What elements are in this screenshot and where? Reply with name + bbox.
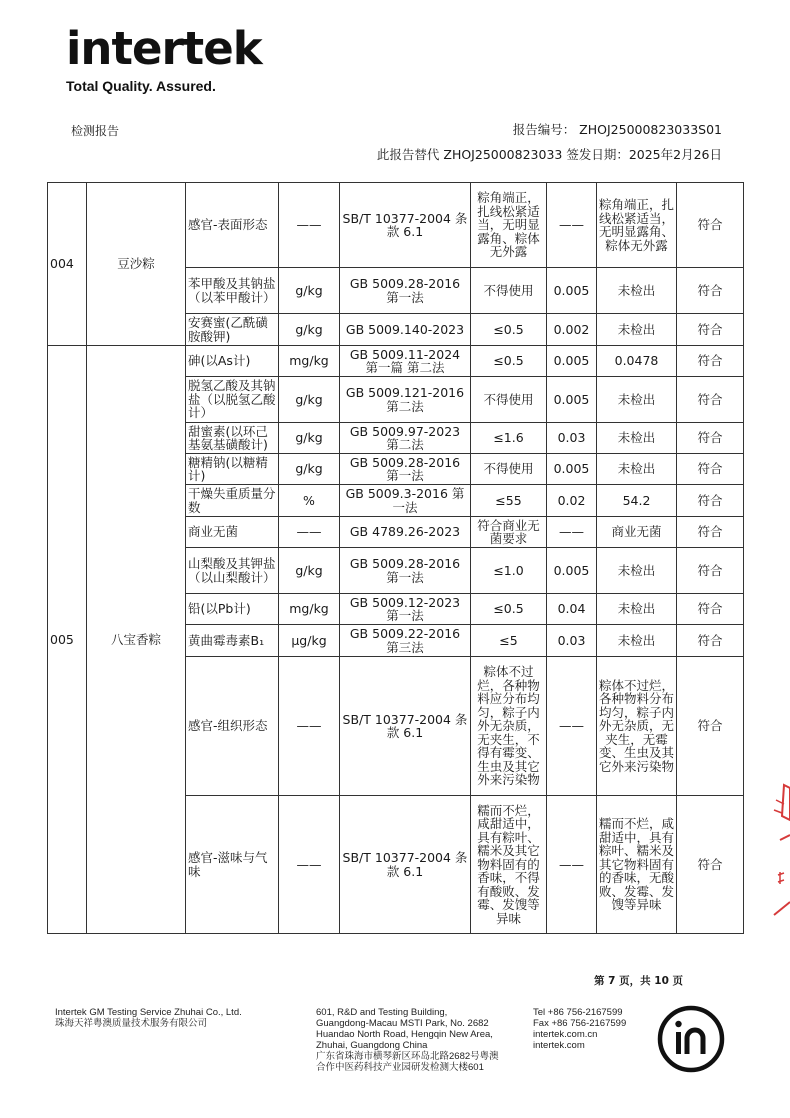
address-line: 合作中医药科技产业园研发检测大楼601: [316, 1062, 484, 1073]
unit: g/kg: [279, 548, 340, 594]
company-name-en: Intertek GM Testing Service Zhuhai Co., Ltd.: [55, 1007, 242, 1018]
contact-tel: Tel +86 756-2167599: [533, 1007, 623, 1018]
unit: mg/kg: [279, 594, 340, 625]
detection-limit: 0.03: [547, 625, 597, 657]
limit: 糯而不烂，咸甜适中，具有粽叶、糯米及其它物料固有的香味，不得有酸败、发霉、发馊等异味: [471, 796, 547, 934]
limit: 不得使用: [471, 268, 547, 314]
verdict: 符合: [677, 657, 744, 796]
limit: 符合商业无菌要求: [471, 517, 547, 548]
test-item: 干燥失重质量分数: [186, 485, 279, 517]
document-type: 检测报告: [71, 124, 120, 138]
table-row: [48, 183, 744, 268]
test-item: 感官-表面形态: [186, 183, 279, 268]
limit: ≤0.5: [471, 346, 547, 377]
unit: g/kg: [279, 314, 340, 346]
test-item: 砷(以As计): [186, 346, 279, 377]
limit: ≤55: [471, 485, 547, 517]
method: GB 5009.97-2023 第二法: [340, 423, 471, 454]
verdict: 符合: [677, 423, 744, 454]
limit: ≤1.6: [471, 423, 547, 454]
result: 商业无菌: [597, 517, 677, 548]
method: SB/T 10377-2004 条款 6.1: [340, 657, 471, 796]
limit: 粽体不过烂，各种物料应分布均匀，粽子内外无杂质，无夹生，不得有霉变、生虫及其它外来污染物: [471, 657, 547, 796]
test-item: 黄曲霉毒素B₁: [186, 625, 279, 657]
limit: ≤5: [471, 625, 547, 657]
sample-name: 八宝香粽: [87, 346, 186, 934]
test-item: 糖精钠(以糖精计): [186, 454, 279, 485]
result: 0.0478: [597, 346, 677, 377]
verdict: 符合: [677, 485, 744, 517]
method: GB 5009.28-2016 第一法: [340, 454, 471, 485]
unit: ——: [279, 183, 340, 268]
address-line: 广东省珠海市横琴新区环岛北路2682号粤澳: [316, 1051, 499, 1062]
verdict: 符合: [677, 377, 744, 423]
method: SB/T 10377-2004 条款 6.1: [340, 796, 471, 934]
test-item: 安赛蜜(乙酰磺胺酸钾): [186, 314, 279, 346]
contact-website: intertek.com: [533, 1040, 585, 1051]
verdict: 符合: [677, 517, 744, 548]
test-item: 铅(以Pb计): [186, 594, 279, 625]
result: 未检出: [597, 423, 677, 454]
verdict: 符合: [677, 796, 744, 934]
unit: g/kg: [279, 454, 340, 485]
unit: ——: [279, 517, 340, 548]
address-line: Zhuhai, Guangdong China: [316, 1040, 428, 1051]
method: SB/T 10377-2004 条款 6.1: [340, 183, 471, 268]
detection-limit: ——: [547, 796, 597, 934]
detection-limit: 0.005: [547, 377, 597, 423]
test-item: 山梨酸及其钾盐（以山梨酸计）: [186, 548, 279, 594]
verdict: 符合: [677, 314, 744, 346]
result: 未检出: [597, 377, 677, 423]
address-line: Guangdong-Macau MSTI Park, No. 2682: [316, 1018, 489, 1029]
limit: ≤0.5: [471, 314, 547, 346]
footer-company: [55, 1007, 305, 1029]
method: GB 5009.28-2016 第一法: [340, 548, 471, 594]
detection-limit: 0.03: [547, 423, 597, 454]
method: GB 5009.22-2016 第三法: [340, 625, 471, 657]
result: 粽角端正，扎线松紧适当，无明显露角、粽体无外露: [597, 183, 677, 268]
unit: μg/kg: [279, 625, 340, 657]
method: GB 5009.12-2023 第一法: [340, 594, 471, 625]
method: GB 5009.11-2024 第一篇 第二法: [340, 346, 471, 377]
detection-limit: ——: [547, 657, 597, 796]
verdict: 符合: [677, 548, 744, 594]
result: 未检出: [597, 314, 677, 346]
unit: %: [279, 485, 340, 517]
test-item: 感官-组织形态: [186, 657, 279, 796]
verdict: 符合: [677, 454, 744, 485]
results-table: [47, 182, 744, 934]
result: 未检出: [597, 625, 677, 657]
test-item: 甜蜜素(以环己基氨基磺酸计): [186, 423, 279, 454]
logo-wordmark: intertek: [66, 22, 262, 75]
address-line: 601, R&D and Testing Building,: [316, 1007, 448, 1018]
result: 未检出: [597, 454, 677, 485]
result: 未检出: [597, 548, 677, 594]
result: 粽体不过烂，各种物料分布均匀，粽子内外无杂质，无夹生，无霉变、生虫及其它外来污染物: [597, 657, 677, 796]
unit: g/kg: [279, 423, 340, 454]
contact-fax: Fax +86 756-2167599: [533, 1018, 627, 1029]
footer-contact: [533, 1007, 663, 1051]
intertek-badge-icon: [656, 1004, 726, 1074]
detection-limit: 0.04: [547, 594, 597, 625]
contact-website-cn: intertek.com.cn: [533, 1029, 598, 1040]
red-seal-stamp-icon: [770, 780, 790, 930]
verdict: 符合: [677, 625, 744, 657]
method: GB 5009.121-2016 第二法: [340, 377, 471, 423]
verdict: 符合: [677, 183, 744, 268]
unit: ——: [279, 657, 340, 796]
result: 未检出: [597, 594, 677, 625]
verdict: 符合: [677, 346, 744, 377]
detection-limit: ——: [547, 183, 597, 268]
test-item: 脱氢乙酸及其钠盐（以脱氢乙酸计）: [186, 377, 279, 423]
table-row: [48, 346, 744, 377]
test-item: 商业无菌: [186, 517, 279, 548]
limit: ≤0.5: [471, 594, 547, 625]
detection-limit: 0.02: [547, 485, 597, 517]
sample-no: 005: [48, 346, 87, 934]
test-item: 苯甲酸及其钠盐（以苯甲酸计）: [186, 268, 279, 314]
detection-limit: ——: [547, 517, 597, 548]
unit: ——: [279, 796, 340, 934]
limit: ≤1.0: [471, 548, 547, 594]
verdict: 符合: [677, 268, 744, 314]
detection-limit: 0.005: [547, 268, 597, 314]
method: GB 5009.140-2023: [340, 314, 471, 346]
address-line: Huandao North Road, Hengqin New Area,: [316, 1029, 493, 1040]
method: GB 4789.26-2023: [340, 517, 471, 548]
test-item: 感官-滋味与气味: [186, 796, 279, 934]
logo-tagline: Total Quality. Assured.: [66, 78, 216, 94]
detection-limit: 0.002: [547, 314, 597, 346]
limit: 不得使用: [471, 377, 547, 423]
unit: g/kg: [279, 377, 340, 423]
company-name-cn: 珠海天祥粤澳质量技术服务有限公司: [55, 1018, 208, 1029]
detection-limit: 0.005: [547, 346, 597, 377]
unit: g/kg: [279, 268, 340, 314]
report-replace-and-date: 此报告替代 ZHOJ25000823033 签发日期：2025年2月26日: [376, 147, 722, 162]
unit: mg/kg: [279, 346, 340, 377]
limit: 粽角端正，扎线松紧适当，无明显露角、粽体无外露: [471, 183, 547, 268]
method: GB 5009.3-2016 第一法: [340, 485, 471, 517]
detection-limit: 0.005: [547, 454, 597, 485]
intertek-logo: [66, 22, 286, 98]
limit: 不得使用: [471, 454, 547, 485]
footer-address: [316, 1007, 526, 1073]
method: GB 5009.28-2016 第一法: [340, 268, 471, 314]
result: 未检出: [597, 268, 677, 314]
report-number: 报告编号： ZHOJ25000823033S01: [512, 122, 722, 137]
page-number: 第 7 页，共 10 页: [594, 975, 684, 987]
result: 54.2: [597, 485, 677, 517]
verdict: 符合: [677, 594, 744, 625]
sample-name: 豆沙粽: [87, 183, 186, 346]
detection-limit: 0.005: [547, 548, 597, 594]
sample-no: 004: [48, 183, 87, 346]
result: 糯而不烂，咸甜适中，具有粽叶、糯米及其它物料固有的香味，无酸败、发霉、发馊等异味: [597, 796, 677, 934]
